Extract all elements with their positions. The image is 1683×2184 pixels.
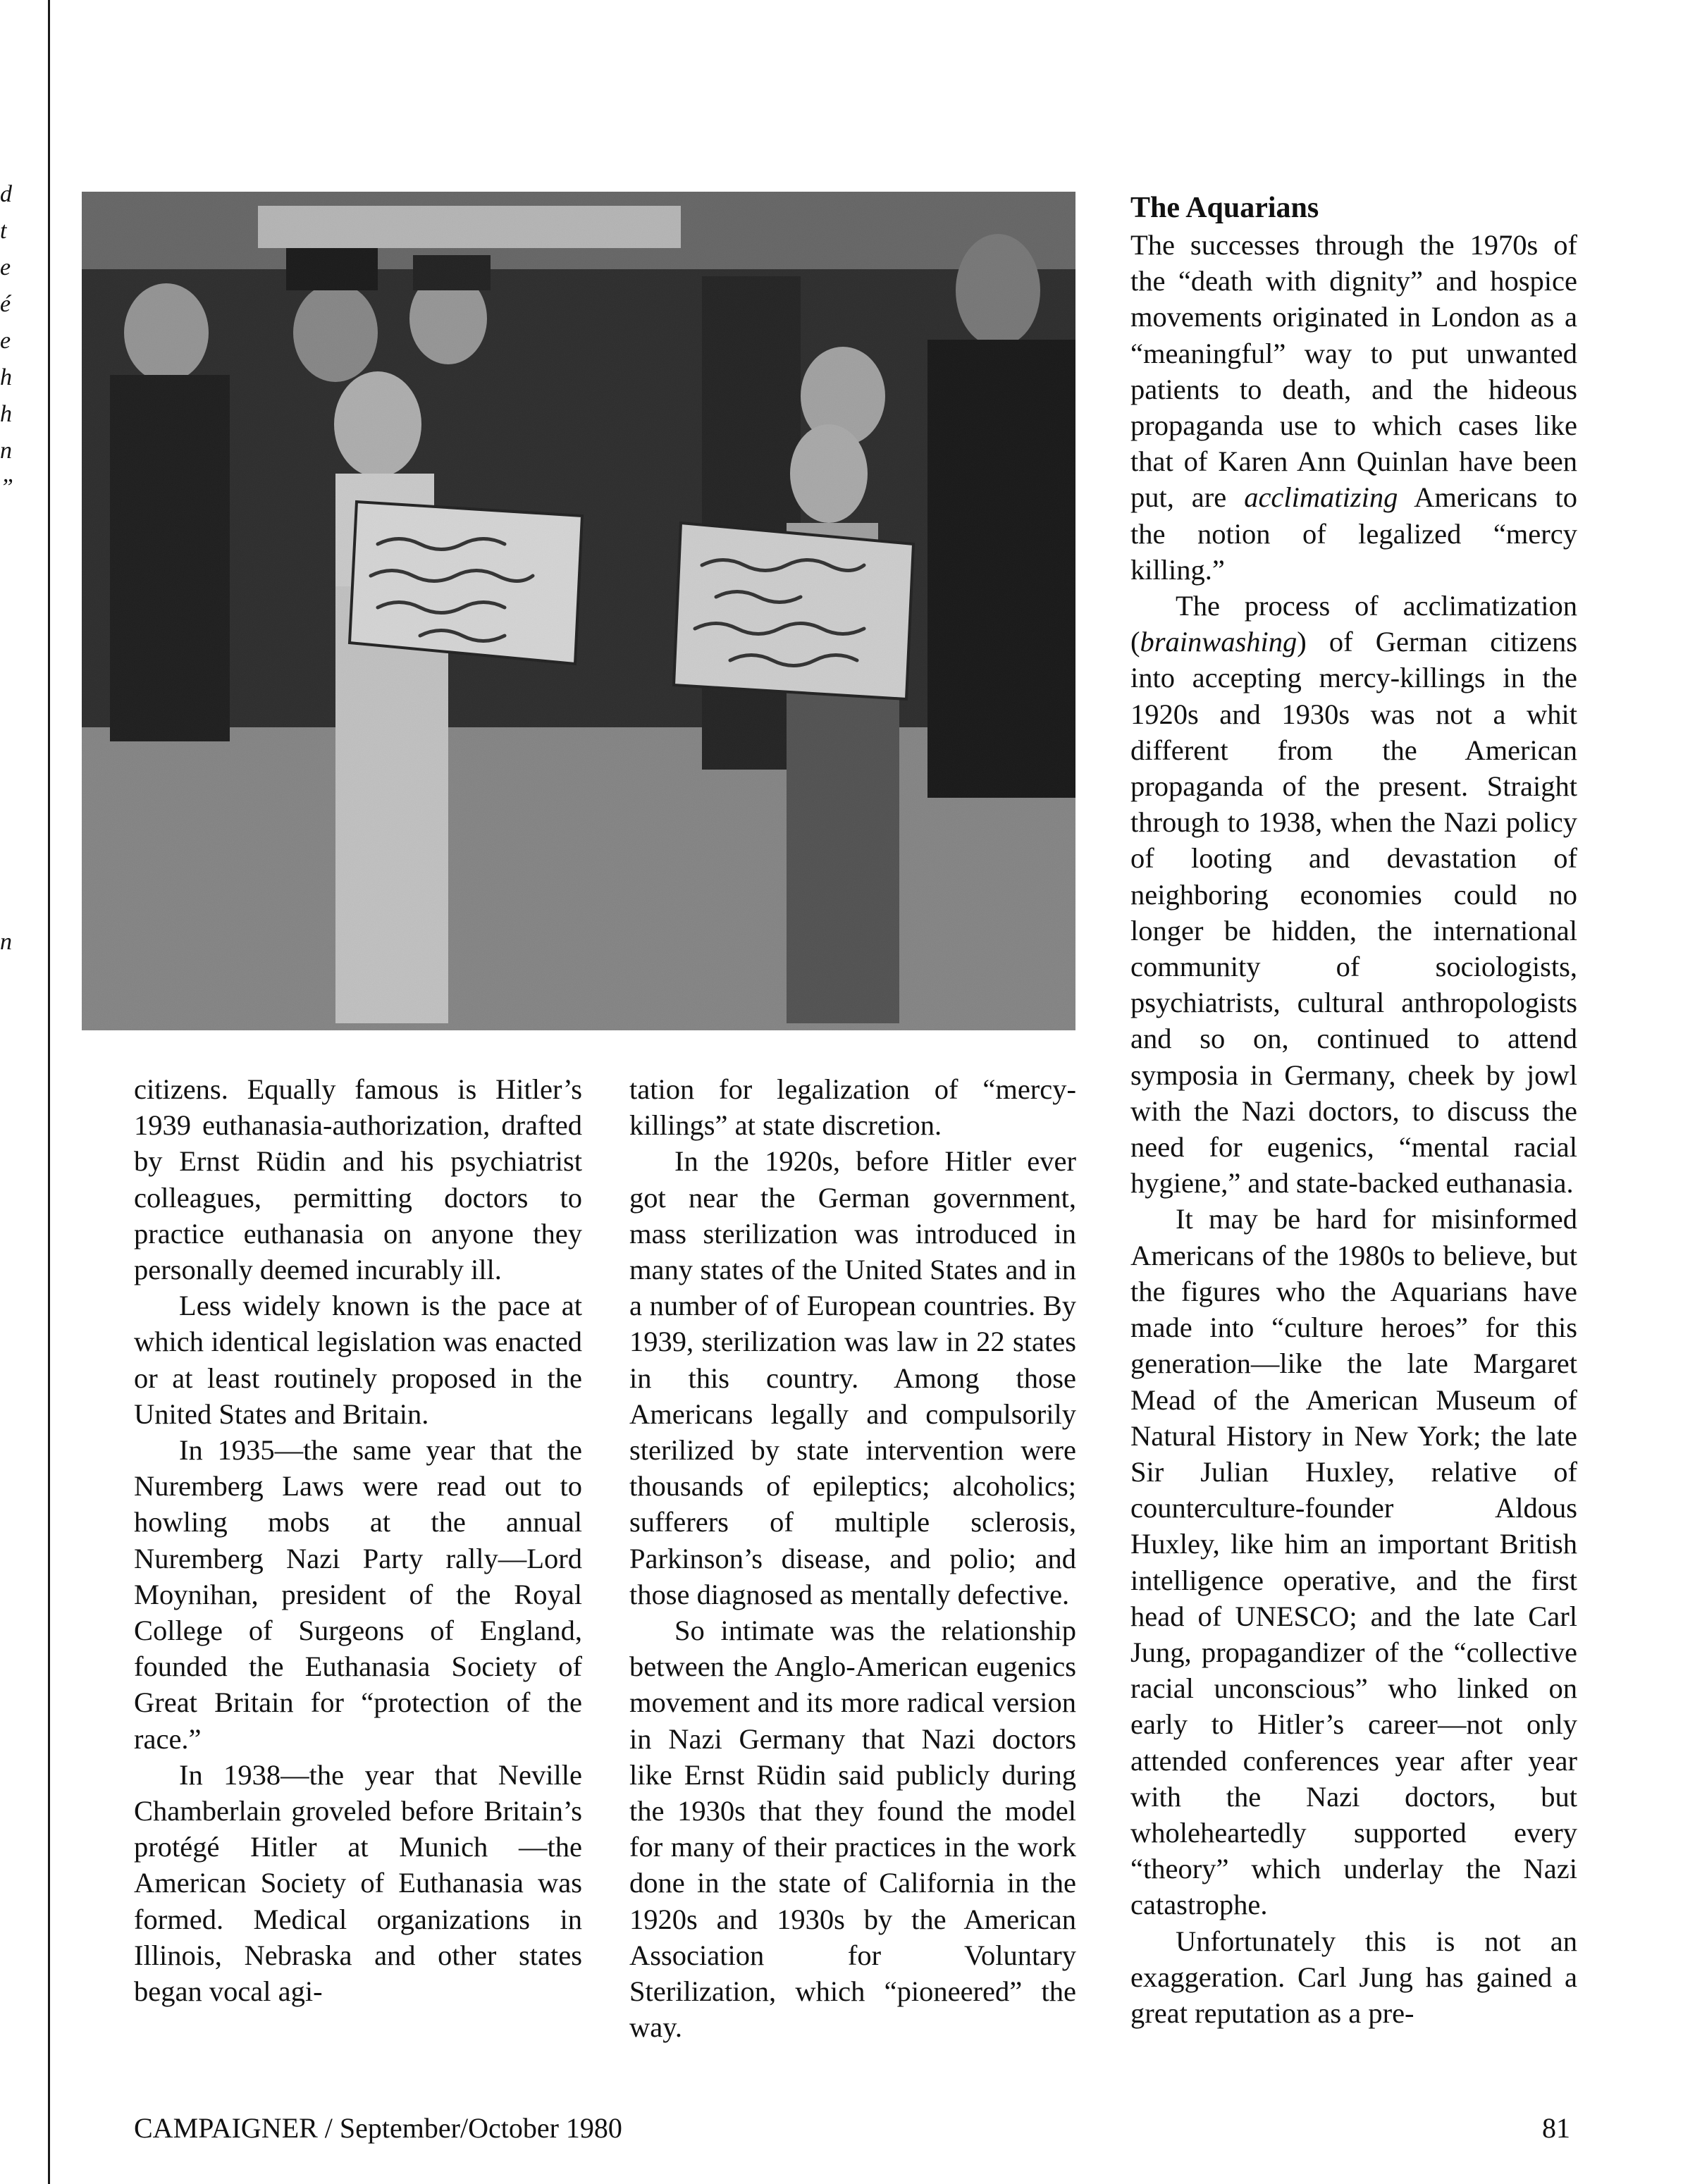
adjacent-page-fragments	[0, 176, 21, 506]
emphasis: brainwashing	[1140, 626, 1297, 658]
fragment-letter: n	[0, 438, 12, 464]
paragraph: In 1935—the same year that the Nuremberg Laws were read out to howling mobs at the annual Nuremberg Nazi Party rally—Lord Moynihan, president of the Royal College of Surgeons of England, founded the Euthanasia Society of Great Britain for “protection of the race.”	[134, 1434, 582, 1755]
page-number: 81	[1542, 2112, 1570, 2144]
paragraph	[1130, 588, 1577, 1201]
paragraph: So intimate was the relationship between the Anglo-American eugenics movement and its more radical version in Nazi Germany that Nazi doctors like Ernst Rüdin said publicly during the 1930s that they found the model for many of their practices in the work done in the state of California in the 1920s and 1930s by the American Association for Voluntary Sterilization, which “pioneered” the way.	[629, 1615, 1076, 2044]
fragment-letter: e	[0, 254, 11, 280]
page-gutter-rule	[48, 0, 50, 2184]
paragraph: It may be hard for misinformed Americans of the 1980s to believe, but the figures who the Aquarians have made into “culture heroes” for this generation—like the late Margaret Mead of the American Museum of Natural History in New York; the late Sir Julian Huxley, relative of counterculture-founder Aldous Huxley, like him an important British intelligence operative, and the first head of UNESCO; and the late Carl Jung, propagandizer of the “collective racial unconscious” who linked on early to Hitler’s career—not only attended conferences year after year with the Nazi doctors, but wholeheartedly supported every “theory” which underlay the Nazi catastrophe.	[1130, 1203, 1577, 1921]
fragment-letter: é	[0, 291, 11, 317]
fragment-letter: h	[0, 401, 12, 427]
text-run: The process of acclimatization (	[1130, 590, 1577, 658]
fragment-letter: d	[0, 181, 12, 207]
paragraph: citizens. Equally famous is Hitler’s 1939 euthanasia-authorization, drafted by Ernst Rüdin and his psychiatrist colleagues, permitting doctors to practice euthanasia on anyone they personally deemed incurably ill.	[134, 1073, 582, 1286]
text-run: Americans to the notion of legalized “mercy killing.”	[1130, 481, 1577, 586]
paragraph: tation for legalization of “mercy-killings” at state discretion.	[629, 1073, 1076, 1142]
article-column-1	[134, 1071, 582, 2009]
emphasis: acclimatizing	[1244, 481, 1398, 514]
text-run: ) of German citizens into accepting mercy-killings in the 1920s and 1930s was not a whit different from the American propaganda of the present. Straight through to 1938, when the Nazi policy of looting and devastation of neighboring economies could no longer be hidden, the international community of sociologists, psychiatrists, cultural anthropologists and so on, continued to attend symposia in Germany, cheek by jowl with the Nazi doctors, to discuss the need for eugenics, “mental racial hygiene,” and state-backed euthanasia.	[1130, 626, 1577, 1199]
paragraph	[1130, 227, 1577, 588]
section-heading: The Aquarians	[1130, 192, 1319, 224]
article-column-2	[629, 1071, 1076, 2045]
fragment-letter-low: n	[0, 929, 12, 955]
text-run: The successes through the 1970s of the “death with dignity” and hospice movements originated in London as a “meaningful” way to put unwanted patients to death, and the hideous propaganda use to which cases like that of Karen Ann Quinlan have been put, are	[1130, 229, 1577, 514]
historical-photo	[82, 192, 1075, 1030]
article-column-3	[1130, 189, 1577, 2031]
fragment-letter: t	[0, 218, 7, 244]
publication-footer: CAMPAIGNER / September/October 1980	[134, 2112, 622, 2144]
paragraph: Unfortunately this is not an exaggeration. Carl Jung has gained a great reputation as a pre-	[1130, 1925, 1577, 2029]
fragment-letter: ”	[0, 474, 13, 500]
fragment-letter: e	[0, 328, 11, 354]
photo-illustration	[82, 192, 1075, 1030]
paragraph: Less widely known is the pace at which identical legislation was enacted or at least routinely proposed in the United States and Britain.	[134, 1290, 582, 1430]
paragraph: In 1938—the year that Neville Chamberlain groveled before Britain’s protégé Hitler at Munich —the American Society of Euthanasia was formed. Medical organizations in Illinois, Nebraska and other states began vocal agi-	[134, 1758, 582, 2008]
paragraph: In the 1920s, before Hitler ever got near the German government, mass sterilization was introduced in many states of the United States and in a number of of European countries. By 1939, sterilization was law in 22 states in this country. Among those Americans legally and compulsorily sterilized by state intervention were thousands of epileptics; alcoholics; sufferers of multiple sclerosis, Parkinson’s disease, and polio; and those diagnosed as mentally defective.	[629, 1145, 1076, 1610]
fragment-letter: h	[0, 364, 12, 390]
